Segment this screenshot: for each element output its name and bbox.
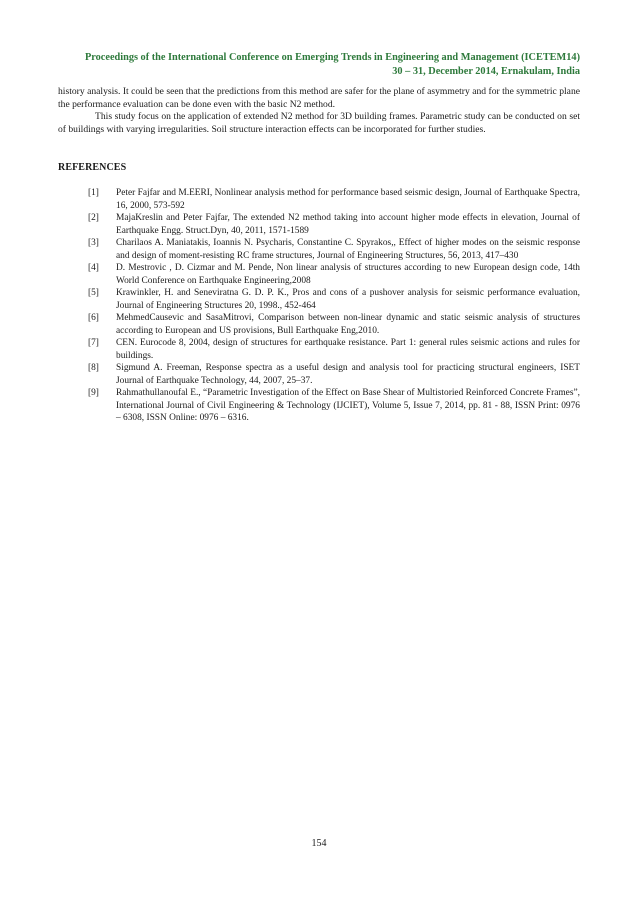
reference-item	[88, 237, 580, 262]
reference-text: CEN. Eurocode 8, 2004, design of structures for earthquake resistance. Part 1: general rules seismic actions and rules for buildings.	[116, 338, 580, 361]
reference-item	[88, 362, 580, 387]
page-number: 154	[311, 838, 327, 849]
reference-item	[88, 337, 580, 362]
reference-number: [1]	[88, 188, 99, 198]
reference-number: [7]	[88, 338, 99, 348]
reference-text: Charilaos A. Maniatakis, Ioannis N. Psycharis, Constantine C. Spyrakos,, Effect of higher modes on the seismic response and design of moment-resisting RC frame structures, Journal of Engineering Structures, 56, 2013, 417–430	[116, 238, 580, 261]
reference-item	[88, 187, 580, 212]
reference-number: [5]	[88, 288, 99, 298]
references-list	[88, 187, 580, 425]
reference-number: [9]	[88, 388, 99, 398]
reference-text: MehmedCausevic and SasaMitrovi, Comparison between non-linear dynamic and static seismic analysis of structures according to European and US provisions, Bull Earthquake Eng,2010.	[116, 313, 580, 336]
reference-item	[88, 312, 580, 337]
references-heading: REFERENCES	[58, 162, 127, 173]
body-paragraph-1: history analysis. It could be seen that the predictions from this method are safer for the plane of asymmetry and for the symmetric plane the performance evaluation can be done even with the basic N2 method.	[58, 86, 580, 110]
body-text	[58, 86, 580, 136]
reference-text: Krawinkler, H. and Seneviratna G. D. P. K., Pros and cons of a pushover analysis for seismic performance evaluation, Journal of Engineering Structures 20, 1998., 452-464	[116, 288, 580, 311]
reference-item	[88, 387, 580, 425]
reference-number: [3]	[88, 238, 99, 248]
reference-item	[88, 212, 580, 237]
reference-number: [6]	[88, 313, 99, 323]
proceedings-header	[58, 51, 580, 78]
reference-text: Peter Fajfar and M.EERI, Nonlinear analysis method for performance based seismic design, Journal of Earthquake Spectra, 16, 2000, 573-592	[116, 188, 580, 211]
header-conference-title: Proceedings of the International Conference on Emerging Trends in Engineering and Management (ICETEM14)	[84, 52, 580, 63]
reference-text: D. Mestrovic , D. Cizmar and M. Pende, Non linear analysis of structures according to new European design code, 14th World Conference on Earthquake Engineering,2008	[116, 263, 580, 286]
reference-number: [2]	[88, 213, 99, 223]
reference-item	[88, 287, 580, 312]
reference-number: [8]	[88, 363, 99, 373]
header-date-location: 30 – 31, December 2014, Ernakulam, India	[392, 65, 580, 77]
body-paragraph-2: This study focus on the application of extended N2 method for 3D building frames. Parametric study can be conducted on set of buildings with varying irregularities. Soil structure interaction effects can be incorporated for further studies.	[58, 111, 580, 135]
reference-text: MajaKreslin and Peter Fajfar, The extended N2 method taking into account higher mode effects in elevation, Journal of Earthquake Engg. Struct.Dyn, 40, 2011, 1571-1589	[116, 213, 580, 236]
reference-number: [4]	[88, 263, 99, 273]
reference-text: Sigmund A. Freeman, Response spectra as a useful design and analysis tool for practicing structural engineers, ISET Journal of Earthquake Technology, 44, 2007, 25–37.	[116, 363, 580, 386]
reference-text: Rahmathullanoufal E., “Parametric Investigation of the Effect on Base Shear of Multistoried Reinforced Concrete Frames”, International Journal of Civil Engineering & Technology (IJCIET), Volume 5, Issue 7, 2014, pp. 81 - 88, ISSN Print: 0976 – 6308, ISSN Online: 0976 – 6316.	[116, 388, 580, 423]
reference-item	[88, 262, 580, 287]
